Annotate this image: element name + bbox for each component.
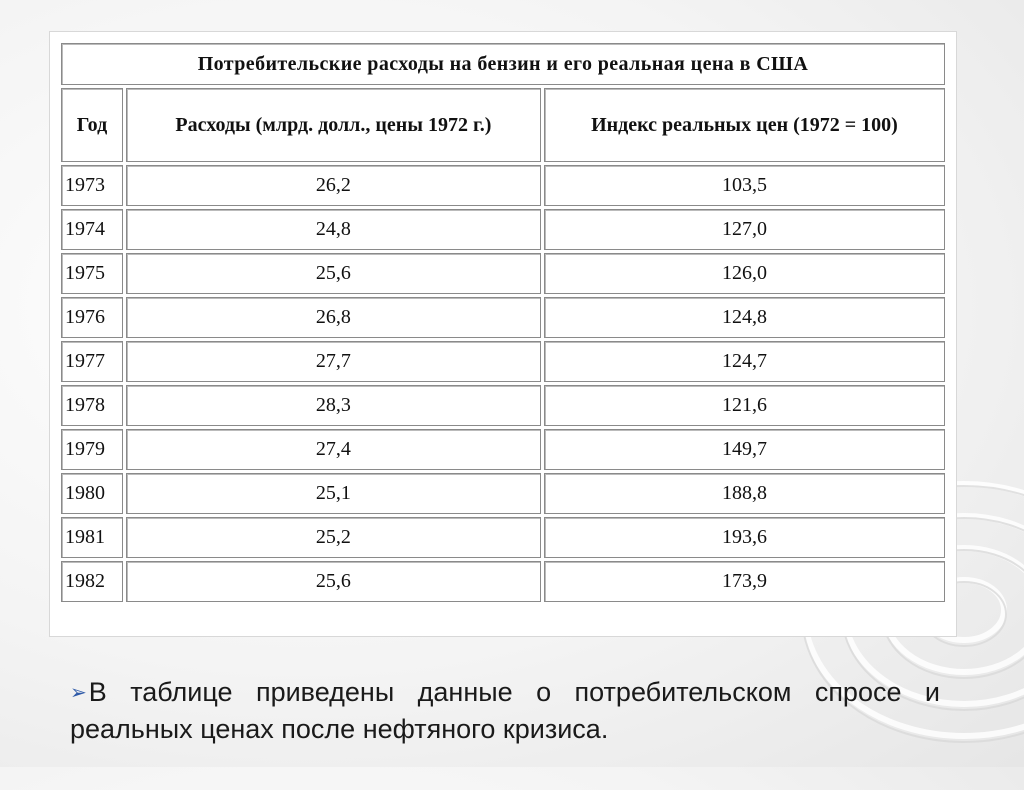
table-row: [61, 165, 945, 206]
cell-index: 124,7: [544, 341, 945, 382]
cell-year: 1975: [61, 253, 123, 294]
cell-expenses: 28,3: [126, 385, 541, 426]
cell-index: 149,7: [544, 429, 945, 470]
cell-year: 1978: [61, 385, 123, 426]
header-expenses: Расходы (млрд. долл., цены 1972 г.): [126, 88, 541, 162]
cell-year: 1982: [61, 561, 123, 602]
table-row: [61, 429, 945, 470]
header-index: Индекс реальных цен (1972 = 100): [544, 88, 945, 162]
cell-index: 173,9: [544, 561, 945, 602]
table-row: [61, 561, 945, 602]
table-row: [61, 253, 945, 294]
table-row: [61, 209, 945, 250]
cell-year: 1979: [61, 429, 123, 470]
cell-index: 103,5: [544, 165, 945, 206]
cell-expenses: 25,1: [126, 473, 541, 514]
cell-year: 1980: [61, 473, 123, 514]
cell-expenses: 26,8: [126, 297, 541, 338]
cell-year: 1976: [61, 297, 123, 338]
cell-index: 124,8: [544, 297, 945, 338]
cell-expenses: 25,2: [126, 517, 541, 558]
arrow-bullet-icon: ➢: [70, 682, 87, 704]
cell-index: 126,0: [544, 253, 945, 294]
cell-expenses: 25,6: [126, 561, 541, 602]
header-year: Год: [61, 88, 123, 162]
cell-index: 121,6: [544, 385, 945, 426]
table-title: Потребительские расходы на бензин и его реальная цена в США: [61, 43, 945, 85]
cell-year: 1977: [61, 341, 123, 382]
gasoline-table: [58, 40, 948, 605]
table-row: [61, 385, 945, 426]
table-image: [50, 32, 956, 636]
cell-expenses: 25,6: [126, 253, 541, 294]
cell-expenses: 26,2: [126, 165, 541, 206]
caption-text: [70, 674, 940, 747]
cell-index: 193,6: [544, 517, 945, 558]
cell-year: 1981: [61, 517, 123, 558]
cell-expenses: 27,7: [126, 341, 541, 382]
table-row: [61, 341, 945, 382]
cell-index: 127,0: [544, 209, 945, 250]
table-row: [61, 297, 945, 338]
cell-expenses: 27,4: [126, 429, 541, 470]
caption-body: В таблице приведены данные о потребительском спросе и реальных ценах после нефтяного кризиса.: [70, 677, 940, 744]
cell-year: 1974: [61, 209, 123, 250]
table-row: [61, 517, 945, 558]
cell-year: 1973: [61, 165, 123, 206]
cell-expenses: 24,8: [126, 209, 541, 250]
table-row: [61, 473, 945, 514]
cell-index: 188,8: [544, 473, 945, 514]
